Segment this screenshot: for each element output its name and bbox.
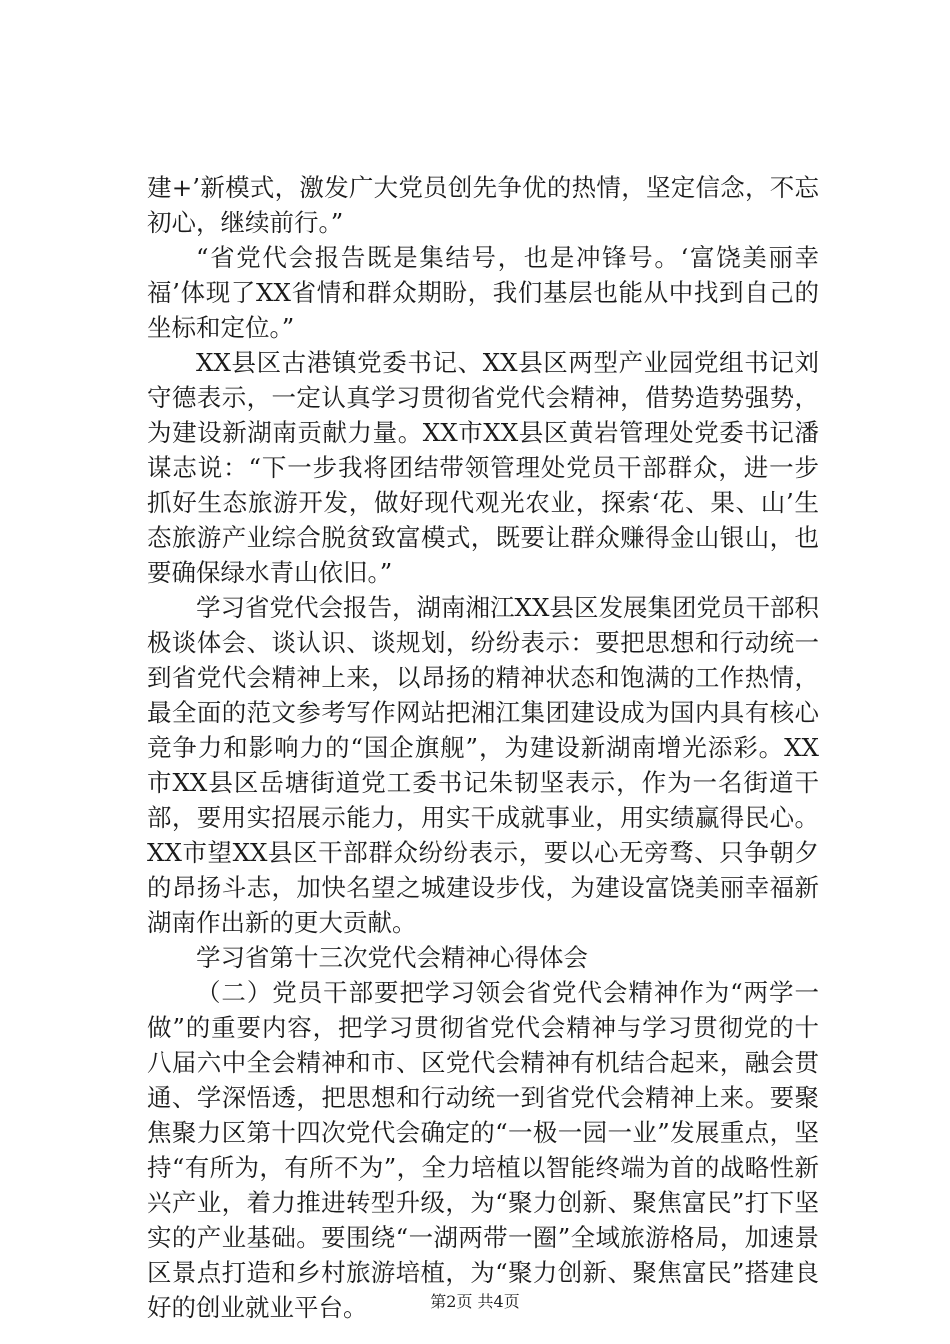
paragraph-1: 建+’新模式，激发广大党员创先争优的热情，坚定信念，不忘初心，继续前行。” <box>147 173 819 237</box>
document-body <box>147 170 819 1325</box>
paragraph-3: XX县区古港镇党委书记、XX县区两型产业园党组书记刘守德表示，一定认真学习贯彻省党代会精神，借势造势强势，为建设新湖南贡献力量。XX市XX县区黄岩管理处党委书记潘谋志说：“下一步我将团结带领管理处党员干部群众，进一步抓好生态旅游开发，做好现代观光农业，探索‘花、果、山’生态旅游产业综合脱贫致富模式，既要让群众赚得金山银山，也要确保绿水青山依旧。” <box>147 348 819 587</box>
page-footer: 第2页 共4页 <box>430 1292 520 1311</box>
section-heading: 学习省第十三次党代会精神心得体会 <box>196 943 588 972</box>
paragraph-4: 学习省党代会报告，湖南湘江XX县区发展集团党员干部积极谈体会、谈认识、谈规划，纷纷表示：要把思想和行动统一到省党代会精神上来，以昂扬的精神状态和饱满的工作热情，最全面的范文参考写作网站把湘江集团建设成为国内具有核心竞争力和影响力的“国企旗舰”，为建设新湖南增光添彩。XX市XX县区岳塘街道党工委书记朱韧坚表示，作为一名街道干部，要用实招展示能力，用实干成就事业，用实绩赢得民心。XX市望XX县区干部群众纷纷表示，要以心无旁骛、只争朝夕的昂扬斗志，加快名望之城建设步伐，为建设富饶美丽幸福新湖南作出新的更大贡献。 <box>147 593 819 937</box>
paragraph-2: “省党代会报告既是集结号，也是冲锋号。‘富饶美丽幸福’体现了XX省情和群众期盼，我们基层也能从中找到自己的坐标和定位。” <box>147 243 819 342</box>
paragraph-5: （二）党员干部要把学习领会省党代会精神作为“两学一做”的重要内容，把学习贯彻省党代会精神与学习贯彻党的十八届六中全会精神和市、区党代会精神有机结合起来，融会贯通、学深悟透，把思想和行动统一到省党代会精神上来。要聚焦聚力区第十四次党代会确定的“一极一园一业”发展重点，坚持“有所为，有所不为”，全力培植以智能终端为首的战略性新兴产业，着力推进转型升级，为“聚力创新、聚焦富民”打下坚实的产业基础。要围绕“一湖两带一圈”全域旅游格局，加速景区景点打造和乡村旅游培植，为“聚力创新、聚焦富民”搭建良好的创业就业平台。 <box>147 978 819 1322</box>
